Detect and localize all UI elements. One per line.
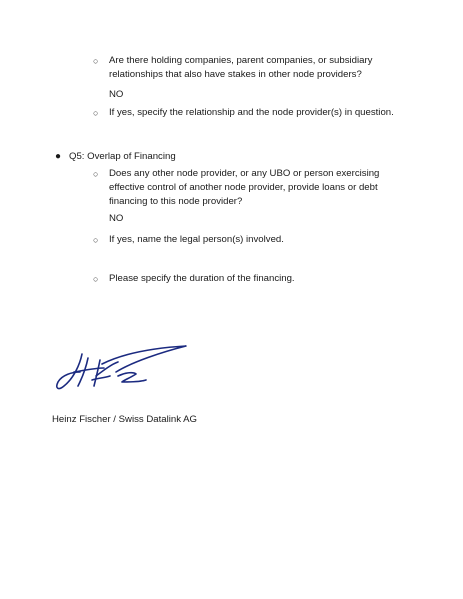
q5-heading xyxy=(55,150,176,164)
name-legal-text: If yes, name the legal person(s) involved. xyxy=(109,234,284,245)
q5-title: Q5: Overlap of Financing xyxy=(69,151,176,162)
signer-name: Heinz Fischer / Swiss Datalink AG xyxy=(52,414,198,425)
filled-bullet-icon: ● xyxy=(55,151,62,162)
sub-item-duration xyxy=(93,272,409,286)
sub-item-specify-relationship xyxy=(93,106,409,120)
sub-item-holding-question xyxy=(93,54,409,82)
hollow-bullet-icon: ○ xyxy=(93,274,99,284)
sub-item-financing-question xyxy=(93,167,409,209)
hollow-bullet-icon: ○ xyxy=(93,169,99,179)
hollow-bullet-icon: ○ xyxy=(93,235,99,245)
holding-answer: NO xyxy=(109,89,124,100)
hollow-bullet-icon: ○ xyxy=(93,108,99,118)
hollow-bullet-icon: ○ xyxy=(93,56,99,66)
duration-text: Please specify the duration of the financing. xyxy=(109,273,295,284)
specify-relationship-text: If yes, specify the relationship and the node provider(s) in question. xyxy=(109,107,394,118)
financing-question-text: Does any other node provider, or any UBO or person exercising effective control of another node provider, provide loans or debt financing to this node provider? xyxy=(109,168,380,207)
holding-question-text: Are there holding companies, parent companies, or subsidiary relationships that also have stakes in other node providers? xyxy=(109,55,373,80)
handwritten-signature xyxy=(52,342,192,400)
financing-answer: NO xyxy=(109,213,124,224)
sub-item-name-legal xyxy=(93,233,409,247)
